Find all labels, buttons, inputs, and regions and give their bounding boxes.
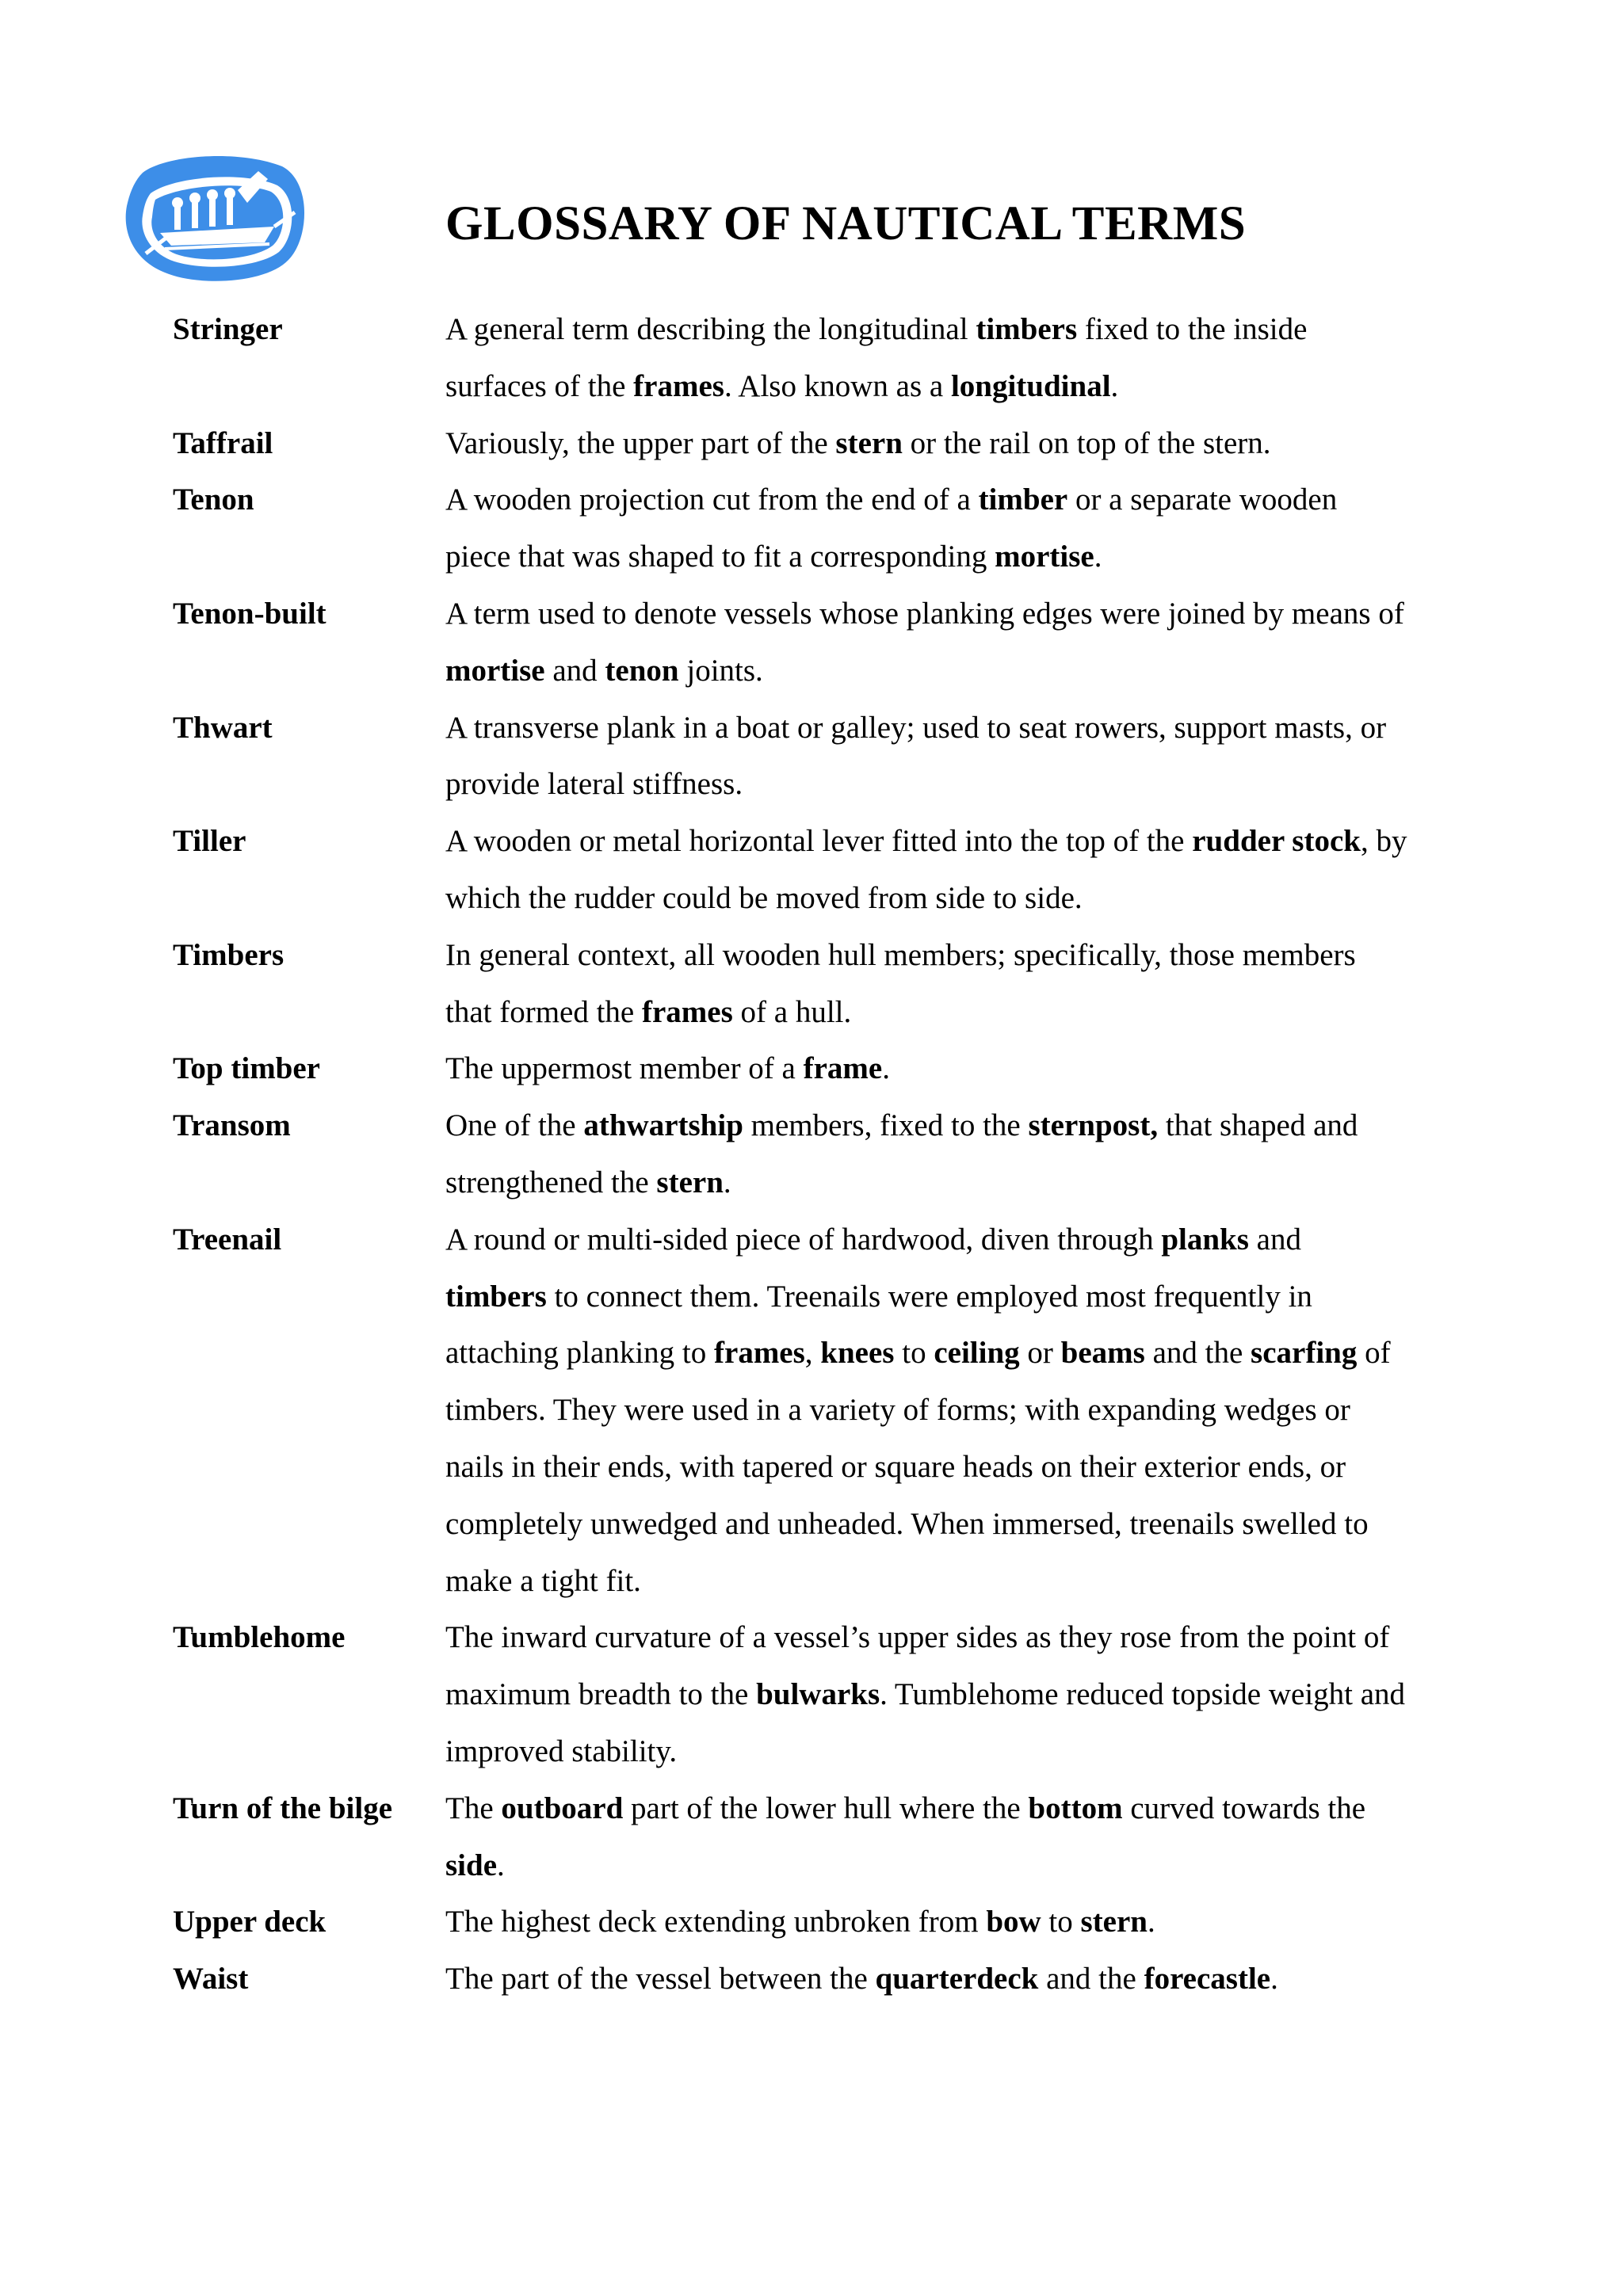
definition-text: of a hull. [732,994,852,1029]
definition-text: . [723,1165,731,1199]
bold-term-reference: bottom [1028,1791,1123,1825]
bold-term-reference: mortise [445,653,545,688]
definition-text: . [1270,1962,1278,1997]
definition-text: A wooden projection cut from the end of a [445,482,979,517]
glossary-term: Tenon-built [173,596,327,631]
bold-term-reference: stern [656,1165,724,1199]
bold-term-reference: tenon [605,653,679,688]
glossary-term: Transom [173,1108,291,1143]
glossary-entry [173,585,1409,700]
definition-text: A wooden or metal horizontal lever fitted into the top of the [445,824,1193,859]
bold-term-reference: stern [835,425,903,460]
definition-text: One of the [445,1108,584,1143]
glossary-entry [173,1097,1409,1211]
definition-text: that shaped and strengthened the [445,1108,1358,1199]
definition-text: or the rail on top of the stern. [902,425,1271,460]
definition-text: or [1019,1336,1061,1371]
glossary-entry [173,1780,1409,1894]
glossary-entry [173,1211,1409,1610]
page-title: GLOSSARY OF NAUTICAL TERMS [445,197,1247,250]
bold-term-reference: frame [803,1051,883,1086]
glossary-definition [445,415,1409,472]
glossary-entry [173,415,1409,472]
definition-text: and the [1038,1962,1144,1997]
glossary-definition [445,1951,1409,2008]
bold-term-reference: timbers [445,1279,547,1314]
glossary-term: Tenon [173,482,254,517]
glossary-entry [173,1894,1409,1951]
bold-term-reference: planks [1161,1222,1249,1257]
boat-crew-logo-icon [119,144,314,288]
definition-text: to [894,1336,934,1371]
definition-text: and [1248,1222,1301,1257]
definition-text: to [1041,1905,1081,1939]
definition-text: , by which the rudder could be moved from side to side. [445,824,1407,915]
bold-term-reference: beams [1060,1336,1145,1371]
glossary-definition [445,1211,1409,1610]
glossary-definition [445,813,1409,927]
glossary-term: Thwart [173,710,273,745]
bold-term-reference: outboard [501,1791,624,1825]
definition-text: A term used to denote vessels whose planking edges were joined by means of [445,596,1404,631]
definition-text: A transverse plank in a boat or galley; used to seat rowers, support masts, or provide lateral stiffness. [445,710,1387,802]
definition-text: . Tumblehome reduced topside weight and improved stability. [445,1677,1406,1768]
glossary-term: Stringer [173,312,283,346]
glossary-term: Timbers [173,937,285,972]
definition-text: curved towards the [1122,1791,1366,1825]
glossary-definition [445,1780,1409,1894]
bold-term-reference: side [445,1848,498,1882]
bold-term-reference: stern [1080,1905,1148,1939]
definition-text: and [544,653,605,688]
definition-text: members, fixed to the [743,1108,1029,1143]
glossary-term: Top timber [173,1051,320,1086]
definition-text: to connect them. Treenails were employed most frequently in attaching planking to [445,1279,1312,1371]
definition-text: fixed to the inside surfaces of the [445,312,1308,403]
glossary-definition [445,1609,1409,1779]
glossary-definition [445,1040,1409,1097]
glossary-definition [445,1097,1409,1211]
bold-term-reference: bulwarks [756,1677,880,1712]
glossary-definition [445,927,1409,1041]
definition-text: The uppermost member of a [445,1051,804,1086]
glossary-entry [173,1609,1409,1779]
glossary-entry [173,301,1409,415]
glossary-term: Turn of the bilge [173,1791,393,1825]
glossary-definition [445,700,1409,814]
glossary-term: Tiller [173,824,246,859]
glossary-entry [173,1040,1409,1097]
bold-term-reference: bow [986,1905,1041,1939]
glossary-list [173,301,1409,2008]
bold-term-reference: timber [978,482,1068,517]
definition-text: . [1110,368,1119,403]
definition-text: of timbers. They were used in a variety of forms; with expanding wedges or nails in their ends, with tapered or square heads on their exterior ends, or completely unwedged and unheaded. When immersed, treenails swelled to make a tight fit. [445,1336,1391,1598]
definition-text: Variously, the upper part of the [445,425,836,460]
definition-text: The [445,1791,502,1825]
definition-text: In general context, all wooden hull members; specifically, those members that formed the [445,937,1356,1029]
definition-text: joints. [678,653,763,688]
bold-term-reference: rudder stock [1192,824,1361,859]
definition-text: . [1148,1905,1155,1939]
glossary-term: Waist [173,1962,249,1997]
definition-text: The part of the vessel between the [445,1962,876,1997]
definition-text: . Also known as a [724,368,951,403]
definition-text: . [497,1848,505,1882]
glossary-entry [173,927,1409,1041]
glossary-entry [173,1951,1409,2008]
glossary-definition [445,1894,1409,1951]
glossary-entry [173,813,1409,927]
bold-term-reference: ceiling [934,1336,1020,1371]
definition-text: and the [1144,1336,1251,1371]
glossary-definition [445,471,1409,585]
bold-term-reference: knees [820,1336,895,1371]
bold-term-reference: timbers [976,312,1078,346]
glossary-entry [173,700,1409,814]
definition-text: part of the lower hull where the [623,1791,1029,1825]
definition-text: or a separate wooden piece that was shaped to fit a corresponding [445,482,1338,574]
bold-term-reference: quarterdeck [875,1962,1039,1997]
bold-term-reference: longitudinal [950,368,1111,403]
glossary-definition [445,585,1409,700]
bold-term-reference: frames [633,368,724,403]
definition-text: . [1094,540,1102,574]
definition-text: , [804,1336,821,1371]
bold-term-reference: mortise [995,540,1094,574]
glossary-entry [173,471,1409,585]
bold-term-reference: frames [714,1336,805,1371]
bold-term-reference: athwartship [583,1108,743,1143]
glossary-definition [445,301,1409,415]
definition-text: The highest deck extending unbroken from [445,1905,987,1939]
glossary-term: Upper deck [173,1905,327,1939]
bold-term-reference: forecastle [1144,1962,1271,1997]
bold-term-reference: frames [642,994,733,1029]
definition-text: The inward curvature of a vessel’s upper sides as they rose from the point of maximum breadth to the [445,1620,1390,1712]
bold-term-reference: scarfing [1251,1336,1358,1371]
definition-text: A round or multi-sided piece of hardwood, diven through [445,1222,1162,1257]
glossary-term: Treenail [173,1222,282,1257]
glossary-term: Taffrail [173,425,273,460]
glossary-term: Tumblehome [173,1620,346,1655]
definition-text: . [882,1051,890,1086]
bold-term-reference: sternpost, [1028,1108,1159,1143]
definition-text: A general term describing the longitudinal [445,312,976,346]
